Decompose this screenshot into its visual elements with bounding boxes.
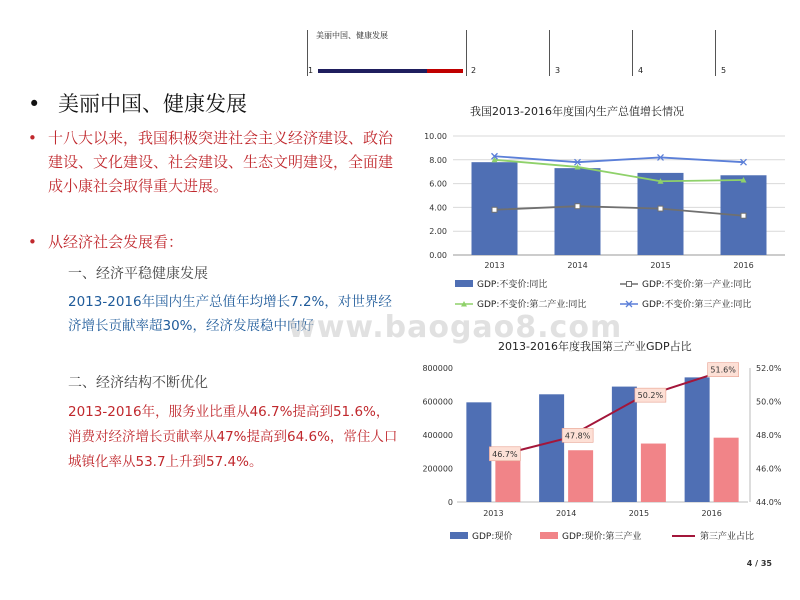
x-tick-label: 2014 — [555, 509, 577, 518]
legend-label: GDP:不变价:第一产业:同比 — [642, 280, 752, 290]
legend-swatch — [455, 280, 473, 287]
bullet-text: 从经济社会发展看： — [48, 233, 184, 251]
y2-tick-label: 48.0% — [756, 431, 782, 440]
chart1-title: 我国2013-2016年度国内生产总值增长情况 — [470, 105, 684, 118]
nav-section-title[interactable]: 美丽中国、健康发展 — [316, 31, 388, 40]
series-line — [495, 156, 744, 162]
legend-label: 第三产业占比 — [700, 532, 755, 542]
legend-label: GDP:不变价:第二产业:同比 — [477, 300, 587, 310]
bar — [612, 387, 637, 502]
data-point — [741, 213, 746, 218]
nav-divider — [632, 30, 633, 76]
section-text: 2013-2016年国内生产总值年均增长7.2%，对世界经济增长贡献率超30%，经济发展稳中向好 — [68, 294, 392, 334]
x-tick-label: 2016 — [701, 509, 722, 518]
bar — [495, 456, 520, 502]
section-text: 2013-2016年，服务业比重从46.7%提高到51.6%，消费对经济增长贡献率从47%提高到64.6%，常住人口城镇化率从53.7上升到57.4%。 — [68, 404, 398, 470]
y-tick-label: 400000 — [422, 431, 453, 440]
x-tick-label: 2015 — [650, 261, 671, 270]
legend-swatch — [450, 532, 468, 539]
bar — [466, 402, 491, 502]
data-label: 51.6% — [710, 365, 736, 375]
x-tick-label: 2016 — [733, 261, 754, 270]
nav-divider — [549, 30, 550, 76]
y-tick-label: 800000 — [422, 364, 453, 373]
y-tick-label: 0.00 — [429, 251, 447, 260]
y-tick-label: 6.00 — [429, 179, 447, 189]
y2-tick-label: 46.0% — [756, 464, 782, 474]
series-line — [495, 160, 744, 181]
y-tick-label: 10.00 — [424, 132, 447, 141]
section-heading: 一、经济平稳健康发展 — [68, 266, 208, 282]
x-tick-label: 2013 — [484, 261, 505, 270]
tertiary-gdp-chart — [410, 355, 800, 550]
x-tick-label: 2014 — [567, 261, 588, 270]
bar — [714, 438, 739, 502]
y-tick-label: 8.00 — [429, 155, 447, 165]
x-tick-label: 2013 — [483, 509, 504, 518]
data-point — [627, 282, 632, 287]
bar — [638, 173, 684, 255]
data-label: 47.8% — [564, 431, 591, 441]
bullet-paragraph: • 从经济社会发展看： — [28, 230, 393, 254]
section-heading: 二、经济结构不断优化 — [68, 375, 208, 391]
nav-progress-bar — [318, 69, 463, 73]
gdp-growth-chart — [415, 120, 800, 325]
bar — [539, 394, 564, 502]
bar — [641, 444, 666, 502]
chart2-title: 2013-2016年度我国第三产业GDP占比 — [498, 340, 692, 353]
nav-item-1[interactable]: 1 — [308, 66, 314, 75]
legend-label: GDP:不变价:同比 — [477, 280, 548, 290]
y-tick-label: 0 — [447, 498, 453, 507]
bullet-paragraph: • 十八大以来，我国积极突进社会主义经济建设、政治建设、文化建设、社会建设、生态文明建设，全面建成小康社会取得重大进展。 — [28, 126, 393, 198]
y-tick-label: 2.00 — [429, 227, 447, 237]
data-label: 46.7% — [492, 449, 518, 459]
data-point — [492, 207, 497, 212]
nav-item-5[interactable]: 5 — [721, 66, 727, 75]
nav-item-2[interactable]: 2 — [471, 66, 477, 75]
y2-tick-label: 50.0% — [756, 397, 782, 407]
data-label: 50.2% — [637, 391, 664, 401]
slide-title: • 美丽中国、健康发展 — [28, 92, 247, 116]
page-number: 4 / 35 — [746, 559, 772, 568]
y2-tick-label: 52.0% — [756, 364, 782, 373]
legend-label: GDP:现价 — [472, 532, 513, 542]
y-tick-label: 200000 — [422, 464, 453, 474]
y-tick-label: 600000 — [422, 397, 453, 407]
y-tick-label: 4.00 — [429, 203, 447, 213]
data-point — [658, 206, 663, 211]
legend-label: GDP:现价:第三产业 — [562, 532, 642, 542]
y2-tick-label: 44.0% — [756, 498, 782, 507]
bar — [685, 377, 710, 502]
nav-divider — [466, 30, 467, 76]
bar — [568, 450, 593, 502]
nav-divider — [715, 30, 716, 76]
nav-item-3[interactable]: 3 — [555, 66, 561, 75]
bar — [555, 168, 601, 255]
x-tick-label: 2015 — [628, 509, 650, 518]
nav-item-4[interactable]: 4 — [638, 66, 644, 75]
legend-swatch — [540, 532, 558, 539]
bullet-text: 十八大以来，我国积极突进社会主义经济建设、政治建设、文化建设、社会建设、生态文明建设，全面建成小康社会取得重大进展。 — [48, 129, 394, 195]
series-line — [493, 375, 711, 457]
watermark: www.baogao8.com — [288, 310, 623, 345]
data-point — [575, 204, 580, 209]
legend-label: GDP:不变价:第三产业:同比 — [642, 300, 752, 310]
